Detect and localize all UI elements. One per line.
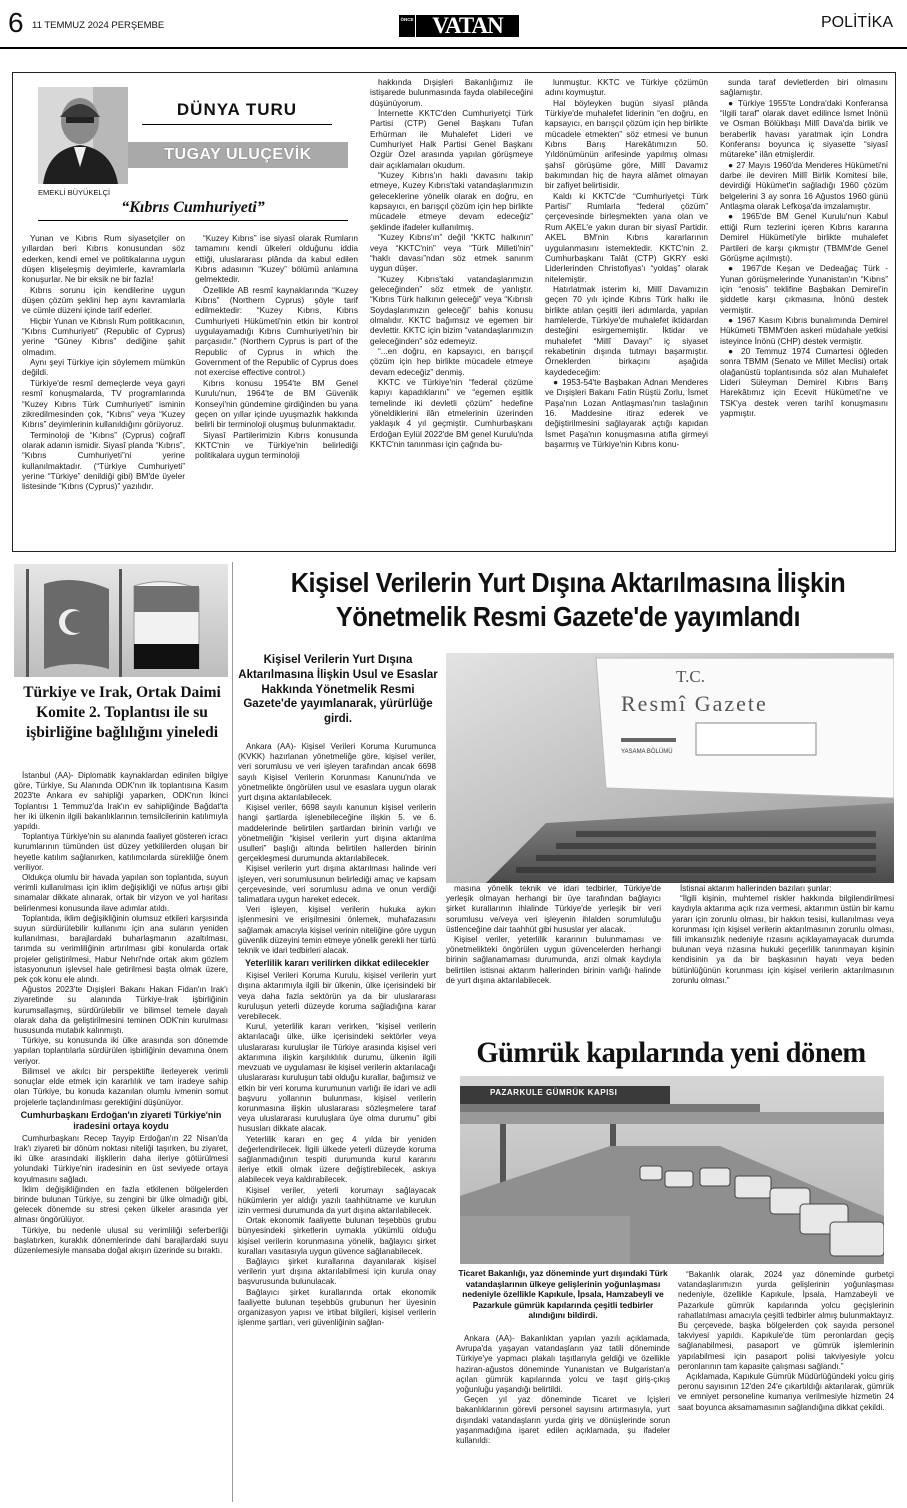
paragraph: Türkiye, bu nedenle ulusal su verimliliği seferberliği başlatırken, kuraklık dönemlerinde dahi barajlardaki suyu düzenlemesiyle mansaba doğal akışın üzerinde su bıraktı. — [14, 1225, 228, 1255]
page-number: 6 — [8, 7, 24, 38]
paragraph: Yunan ve Kıbrıs Rum siyasetçiler on yıllardan beri Kıbrıs konusundan söz ederken, kendi emel ve politikalarına uygun düşen klişeleşmiş deyimlerle, kavramlarla konuşurlar. Ne bir eksik ne bir fazla! — [22, 233, 185, 285]
paragraph: Hal böyleyken bugün siyasî plânda Türkiye'de muhalefet liderinin “en doğru, en kapsayıcı, en barışçıl çözüm için hep birlikte mücadele etmekten” söz etmesi ve bunun Kıbrıs Barış Harekâtımızın 50. Yıldönümünün arifesinde yapılmış olması şahsî görüşüme göre, Millî Davamız bakımından hiç de hayra alâmet olmayan bir zafiyet belirtisidir. — [545, 97, 708, 191]
paragraph: Kıbrıs konusu 1954'te BM Genel Kurulu'nun, 1964'te de BM Güvenlik Konseyi'nin gündemine girdiğinden bu yana geçen on yıllar içinde uyuşmazlık hakkında belirli bir terminoloji oluşmuş bulunmaktadır. — [195, 377, 358, 430]
column-title: “Kıbrıs Cumhuriyeti” — [121, 199, 265, 216]
main-story-col-right — [672, 884, 894, 1024]
author-name: TUGAY ULUÇEVİK — [164, 146, 312, 163]
customs-photo — [460, 1076, 884, 1264]
paragraph: Siyasî Partilerimizin Kıbrıs konusunda KKTC'nin ve Türkiye'nin belirlediği politikalara uygun terminoloji — [195, 429, 358, 461]
paragraph: Cumhurbaşkanı Recep Tayyip Erdoğan'ın 22 Nisan'da Irak'ı ziyareti bir dönüm noktası niteliği taşırken, bu ziyaret, iki ülke arasındaki ilişkilerin daha ileriye götürülmesi yolundaki Türkiye'nin iradesinin en üst seviyede ortaya koyulmasını sağladı. — [14, 1133, 228, 1184]
paragraph: hakkında Dışişleri Bakanlığımız ile istişarede bulunmasında fayda olabileceğini düşünüyorum. — [370, 77, 533, 108]
paragraph: Türkiye'de resmî demeçlerde veya gayri resmî konuşmalarda, TV programlarında “Kuzey Kıbrıs Türk Cumhuriyeti” isminin zikredilmesinden çok, “Kıbrıs” veya “Kuzey Kıbrıs” deyimlerinin kullanıldığını görüyoruz. — [22, 377, 185, 430]
paragraph: Terminoloji de “Kıbrıs” (Cyprus) coğrafî olarak adanın ismidir. Siyasî planda “Kıbrıs”, “Kıbrıs Cumhuriyeti”ni yerine kullanılmaktadır. (“Türkiye Cumhuriyeti” yerine “Türkiye” denildiği gibi) BM'de üyeler listesinde “Kıbrıs (Cyprus)” yazılıdır. — [22, 429, 185, 492]
section-title: POLİTİKA — [820, 14, 893, 31]
paragraph: Hatırlatmak isterim ki, Millî Davamızın geçen 70 yılı içinde Kıbrıs Türk halkı ile birlikte atılan çeşitli ileri adımlarda, yapılan hamlelerde, Türkiye'de muhalefet iktidardan desteğini esirgememiştir. İktidar ve muhalefet “Millî Davayı” iç siyaset rekabetinin dışında tutmayı başarmıştır. Örneklerden birkaçını aşağıda kaydedeceğim: — [545, 283, 708, 377]
paragraph: Açıklamada, Kapıkule Gümrük Müdürlüğündeki yolcu giriş peronu sayısının 12'den 24'e çıkartıldığı aktarılarak, gümrük ve emniyet personeline kumanya verilmesiyle hizmetin 24 saat boyunca aksamamasının sağlandığına dikkat çekildi. — [678, 1372, 894, 1412]
paragraph: Aynı şeyi Türkiye için söylemem mümkün değildi. — [22, 357, 185, 378]
paragraph: Ortak ekonomik faaliyette bulunan teşebbüs grubu bünyesindeki şirketlerin uymakla yükümlü olduğu kişisel verilerin korunmasına yönelik, bağlayıcı şirket kuralları vasıtasıyla uygun güvence sağlanabilecek. — [238, 1216, 436, 1256]
paragraph: ● 20 Temmuz 1974 Cumartesi öğleden sonra TBMM (Senato ve Millet Meclisi) ortak olağanüstü toplantısında söz alan Muhalefet Lideri Süleyman Demirel Kıbrıs Barış Harekâtımız için Ecevit Hükümeti'ne ve TSK'ya destek veren tarihî konuşmasını yapmıştır. — [720, 345, 888, 418]
laptop-photo — [446, 653, 894, 883]
column-text-5 — [720, 77, 888, 547]
customs-body-right — [678, 1270, 894, 1502]
paragraph: lunmuştur. KKTC ve Türkiye çözümün adını koymuştur. — [545, 77, 708, 98]
paragraph: Kişisel veriler, yeterli korumayı sağlayacak hükümlerin yer aldığı yazılı taahhütname ve kurulun izin vermesi durumunda da yurt dışına aktarılabilecek. — [238, 1185, 436, 1215]
paragraph: İstanbul (AA)- Diplomatik kaynaklardan edinilen bilgiye göre, Türkiye, Su Alanında ODK'nın ilk toplantısına Kasım 2023'te Ankara ev sahipliği yaparken, ODK'nın İkinci Toplantısı 1 Temmuz'da Irak'ın ev sahipliğinde Bağdat'ta her iki ülkenin ilgili bakanlıklarının temsilcilerinin katılımıyla yapıldı. — [14, 771, 228, 832]
paragraph: “...en doğru, en kapsayıcı, en barışçıl çözüm için hep birlikte mücadele etmeye devam edeceğiz” denmiş. — [370, 345, 533, 377]
paragraph: KKTC ve Türkiye'nin “federal çözüme kapıyı kapadıklarını” ve “egemen eşitlik temelinde iki devletli çözüm” hedefine yöneldiklerini ilân etmelerinin üzerinden yaklaşık 4 yıl geçmiştir. Cumhurbaşkanı Erdoğan Eylül 2022'de BM genel Kurulu'nda KKTC'nin tanınması için çağrıda bu- — [370, 376, 533, 450]
main-headline: Kişisel Verilerin Yurt Dışına Aktarılmasına İlişkin Yönetmelik Resmi Gazete'de yayımlandı — [290, 567, 846, 632]
paragraph: ● 1953-54'te Başbakan Adnan Menderes ve Dışişleri Bakanı Fatin Rüştü Zorlu, İsmet Paşa'nın Lozan Antlaşması'nın taslağının 16. Maddesine itiraz ederek ve değiştirilmesini sağlayarak açtığı kapıdan İsmet Paşa'nın konuşmasına atıfla girmeyi başarmış ve Türkiye'nin Kıbrıs konu- — [545, 376, 708, 450]
column-divider — [232, 562, 233, 1502]
paragraph: “Kuzey Kıbrıs” ise siyasî olarak Rumların tamamını kendi ülkeleri olduğunu iddia ettiği, uluslararası plânda da kabul edilen Kıbrıs adasının “Kuzey” bölümü anlamına gelmektedir. — [195, 233, 358, 285]
masthead-logo — [399, 15, 519, 37]
paragraph: ● Türkiye 1955'te Londra'daki Konferansa “ilgili taraf” olarak davet edilince İsmet İnönü ve Osman Bölükbaşı Millî Dava'da birlik ve beraberlik havası yaratmak için Londra Konferansı boyunca iç siyasette “siyasî mütareke” ilân etmişlerdir. — [720, 97, 888, 160]
title-rule — [38, 220, 348, 221]
paragraph: İnternette KKTC'den Cumhuriyetçi Türk Partisi (CTP) Genel Başkanı Tufan Erhürman ile Muhalefet Lideri ve Cumhuriyet Halk Partisi Genel Başkanı Özgür Özel arasında yapılan görüşmeye dair açıklamaları okudum. — [370, 108, 533, 170]
gazette-section: YASAMA BÖLÜMÜ — [621, 749, 673, 755]
paragraph: Kişisel verilerin yurt dışına aktarılması halinde veri işleyen, veri sorumlusunun belirlediği amaç ve kapsam çerçevesinde, veri sorumlusu adına ve onun verdiği talimatlara uygun hareket edecek. — [238, 864, 436, 905]
paragraph: masına yönelik teknik ve idari tedbirler, Türkiye'de yerleşik olmayan herhangi bir üye tarafından bağlayıcı şirket kurallarının ihlalinde Türkiye'de yerleşik bir veri sorumlusu ve/veya veri işleyenin ihlalden sorumluluğu üstlenceğine dair taahhüt gibi hususlar yer alacak. — [446, 884, 661, 934]
paragraph: Toplantıda, iklim değişikliğinin olumsuz etkileri karşısında suyun sürdürülebilir kullanımı için ana suların yeniden kullanılması, barajlardaki buharlaşmanın azaltılması, tarımda su verimliliğinin artırılması gibi konularda ortak projeler geliştirilmesi, Habur Nehri'nde ortak akım gözlem istasyonunun işlevsel hale getirilmesi başta olmak üzere, pek çok konu ele alındı. — [14, 913, 228, 985]
left-headline: Türkiye ve Irak, Ortak Daimi Komite 2. Toplantısı ile su işbirliğine bağlılığını yineledi — [23, 684, 221, 741]
paragraph: Kişisel Verileri Koruma Kurulu, kişisel verilerin yurt dışına aktarımıyla ilgili bir ülkenin, ülke içerisindeki bir veya daha fazla sektörün ya da bir uluslararası kuruluşun yeterli düzeyde koruma sağladığına karar verebilecek. — [238, 971, 436, 1022]
paragraph: Geçen yıl yaz döneminde Ticaret ve İçişleri bakanlıklarının görevli personel sayısını artırmasıyla, yurt dışındaki vatandaşların yurda giriş ve dönüşlerinde sorun yaşanmadığına işaret edilen açıklamada, şu ifadeler kullanıldı: — [456, 1395, 670, 1446]
paragraph: Özellikle AB resmî kaynaklarında “Kuzey Kıbrıs” (Northern Cyprus) şöyle tarif edilmektedir: “Kuzey Kıbrıs, Kıbrıs Cumhuriyeti Hükümeti'nin etkin bir kontrol uygulayamadığı Kıbrıs Cumhuriyeti'nin bir parçasıdır.” (Northern Cyprus is part of the Republic of Cyprus in which the Government of the Republic of Cyprus does not exercise effective control.) — [195, 284, 358, 378]
paragraph: Toplantıya Türkiye'nin su alanında faaliyet gösteren icracı kurumlarının tümünden üst düzey yetkililerden oluşan bir heyetle katılım sağlanırken, katılımcılarda süreklilğe önem veriliyor. — [14, 832, 228, 872]
column-text-3 — [370, 77, 533, 547]
paragraph: “Kuzey Kıbrıs'taki vatandaşlarımızın geleceğinden” söz etmek de yanlıştır. “Kıbrıs Türk halkının geleceği” veya “Kıbrıslı Soydaşlarımızın geleceği” bahis konusu olmalıdır. KKTC bağımsız ve egemen bir devlettir. KKTC için bizim “vatandaşlarımızın geleceğinden” söz edemeyiz. — [370, 273, 533, 346]
paragraph: İstisnai aktarım hallerinden bazıları şunlar: — [680, 884, 832, 893]
customs-body — [456, 1334, 670, 1502]
issue-date: 11 TEMMUZ 2024 PERŞEMBE — [32, 20, 165, 31]
series-rule — [142, 124, 332, 125]
paragraph: Bağlayıcı şirket kurallarına dayanılarak kişisel verilerin yurt dışına aktarılabilmesi için kurula onay başvurusunda bulunulacak. — [238, 1256, 436, 1287]
paragraph: Kıbrıs sorunu için kendilerine uygun düşen çözüm şeklini hep aynı kavramlarla ve cümle düzeni içinde tarif ederler. — [22, 284, 185, 316]
left-story-body — [14, 771, 228, 1501]
paragraph: “Kuzey Kıbrıs'ın” değil “KKTC halkının” veya “KKTC'nin” veya “Türk Milleti'nin” “haklı davası”ndan söz etmek sanırım uygun düşer. — [370, 232, 533, 274]
paragraph: ● 1967'de Keşan ve Dedeağaç Türk -Yunan görüşmelerinde Yunanistan'ın “Kıbrıs” için “enosis” teklifine Başbakan Demirel'in şiddetle karşı çıkmasına, İnönü destek vermiştir. — [720, 263, 888, 315]
paragraph: ● 1967 Kasım Kıbrıs bunalımında Demirel Hükümeti TBMM'den askeri müdahale yetkisi isteyince İnönü (CHP) destek vermiştir. — [720, 314, 888, 346]
column-text-1 — [22, 233, 185, 547]
paragraph: Bağlayıcı şirket kurallarında ortak ekonomik faaliyette bulunan teşebbüs grubunun her üyesinin organizasyon yapısı ve irtibat bilgileri, kişisel verilerin işlenme şartları, veri güvenliğinin sağlan- — [238, 1287, 436, 1328]
paragraph: sunda taraf devletlerden biri olmasını sağlamıştır. — [720, 77, 888, 98]
logo-text: VATAN — [416, 15, 519, 37]
paragraph: “Bakanlık olarak, 2024 yaz döneminde gurbetçi vatandaşlarımızın yurda gelişlerinin yoğunlaşması nedeniyle, özellikle Kapıkule, İpsala, Hamzabeyli ve Pazarkule gümrük kapılarında yolcu geçişlerinin rahatlatılması amacıyla çeşitli tedbirler almış bulunmaktayız. Bu çerçevede, başka bölgelerden çok sayıda personel takviyesi yapıldı. Kapıkule'de tüm peronlardan geçiş sağlanabilmesi, pasaport ve gümrük işlemlerinin yapılabilmesi için pasaport polisi takviyesiyle yolcu peronlarının tam kapasite çalışması sağlandı.” — [678, 1270, 894, 1371]
customs-headline: Gümrük kapılarında yeni dönem — [476, 1036, 866, 1069]
column-text-4 — [545, 77, 708, 547]
author-role: EMEKLİ BÜYÜKELÇİ — [38, 188, 111, 197]
main-story-body — [238, 742, 436, 1502]
paragraph: İklim değişikliğinden en fazla etkilenen bölgelerden birinde bulunan Türkiye, su zengini bir ülke olmadığı gibi, gelecek dönemde su stresi çeken ülkeler arasında yer alması öngörülüyor. — [14, 1184, 228, 1225]
paragraph: Oldukça olumlu bir havada yapılan son toplantıda, suyun verimli kullanılması için iklim değişikliği ve nüfus artışı gibi sınamalar dikkate alınarak, ortak bir vizyon ve yol haritası belirlenmesi konusunda ilave adımlar atıldı. — [14, 873, 228, 913]
customs-gate-sign: PAZARKULE GÜMRÜK KAPISI — [490, 1088, 618, 1097]
header-rule — [0, 47, 907, 49]
flags-photo — [14, 564, 228, 677]
author-name-bar — [128, 142, 348, 168]
paragraph: Kişisel veriler, 6698 sayılı kanunun kişisel verilerin hangi şartlarda işlenebileceğine ilişkin 5. ve 6. maddelerinde belirtilen şartlardan birinin varlığı ve yönetmeliğin “kişisel verilerin yurt dışına aktarılma usulleri” başlığı altında belirtilen hallerden birinin gerçekleşmesi durumunda aktarılabilecek. — [238, 803, 436, 864]
paragraph: ● 27 Mayıs 1960'da Menderes Hükümeti'ni darbe ile deviren Millî Birlik Komitesi bile, devirdiği Hükümet'in sağladığı 1960 çözüm belgelerini 3 ay sonra 16 Ağustos 1960 günü Antlaşma olarak Lefkoşa'da imzalamıştır. — [720, 159, 888, 212]
paragraph: Kaldı ki KKTC'de “Cumhuriyetçi Türk Partisi” Rumlarla “federal çözüm” çerçevesinde birleşmekten yana olan ve Rum AKEL'e yakın duran bir siyasî Partidir. AKEL BM'nin Kıbrıs kararlarının uygulanmasını istemektedir. KKTC'nin 2. Cumhurbaşkanı Talât (CTP) GKRY eski Liderlerinden Christofiyas'ı “yoldaş” olarak nitelemiştir. — [545, 190, 708, 284]
gazette-title: Resmî Gazete — [621, 691, 768, 716]
paragraph: Kişisel veriler, yeterlilik kararının bulunmaması ve yönetmelikteki öngörülen uygun güvencelerden herhangi birinin sağlanamaması durumunda, arızi olmak kaydıyla belirtilen istisnai aktarım hallerinden birinin varlığı halinde de yurt dışına aktarılabilecek. — [446, 935, 661, 985]
logo-badge: ÖNCE — [399, 15, 415, 37]
left-subhead: Cumhurbaşkanı Erdoğan'ın ziyareti Türkiye'nin iradesini ortaya koydu — [20, 1109, 222, 1131]
main-deck: Kişisel Verilerin Yurt Dışına Aktarılmasına İlişkin Usul ve Esaslar Hakkında Yönetmelik Resmi Gazete'de yayımlanarak, yürürlüğe girdi. — [238, 654, 438, 726]
main-subhead: Yeterlilik kararı verilirken dikkat edilecekler — [244, 958, 430, 969]
paragraph: Türkiye, su konusunda iki ülke arasında son dönemde yapılan toplantılarla sürdürülen işbirliğinin devamına önem veriyor. — [14, 1036, 228, 1066]
paragraph: ● 1965'de BM Genel Kurulu'nun Kabul ettiği Rum tezlerini içeren Kıbrıs kararına Demirel Hükümeti'yle birlikte muhalefet Partileri de karşı çıkmıştır (TBMM'de Genel Görüşme açılmıştı). — [720, 211, 888, 263]
paragraph: “İlgili kişinin, muhtemel riskler hakkında bilgilendirilmesi kaydıyla aktarıma açık rıza vermesi, aktarımın üstün bir kamu yararı için zorunlu olması, bir hakkın tesisi, kullanılması veya korunması için kişisel verilerin aktarılmasının zorunlu olması, fiili imkansızlık nedeniyle rızasını açıklayamayacak durumda bulunan veya rızasına hukuki geçerlilik tanınmayan kişinin kendisinin ya da bir başkasının hayatı veya beden bütünlüğünün korunması için kişisel verilerin aktarılmasının zorunlu olması.” — [672, 894, 894, 985]
paragraph: Bilimsel ve akılcı bir perspektifte ilerleyerek verimli sonuçlar elde etmek için kararlılık ve tam iradeye sahip olan Türkiye, bu konuda kazanılan olumlu ivmenin somut projelerle taçlandırılması gerektiğini düşünüyor. — [14, 1066, 228, 1107]
paragraph: Ağustos 2023'te Dışişleri Bakanı Hakan Fidan'ın Irak'ı ziyaretinde su alanında Türkiye-Irak işbirliğinin kurumsallaşmış, sürdürülebilir ve bilimsel temele dayalı olarak daha da geliştirilmesini teminen ODK'nin kurulması hususunda mutabık kalınmıştı. — [14, 985, 228, 1036]
paragraph: “Kuzey Kıbrıs'ın haklı davasını takip etmeye, Kuzey Kıbrıs'taki vatandaşlarımızın geleceklerine yönelik olarak en doğru, en kapsayıcı, en barışçıl çözüm için hep birlikte mücadele etmeye devam edeceğiz” şeklinde ifadeler kullanılmış. — [370, 170, 533, 232]
column-text-2 — [195, 233, 358, 547]
gazette-tc: T.C. — [676, 667, 705, 686]
main-story-col-mid — [446, 884, 661, 1024]
paragraph: Ankara (AA)- Kişisel Verileri Koruma Kurumunca (KVKK) hazırlanan yönetmeliğe göre, kişisel veriler, veri sorumlusu ve veri işleyen tarafından ancak 6698 sayılı Kişisel Verilerin Korunması Kanunu'nda ve yönetmelikte öngörülen usul ve esaslara uygun olarak yurt dışına aktarılabilecek. — [238, 742, 436, 803]
author-photo — [38, 87, 128, 184]
customs-deck: Ticaret Bakanlığı, yaz döneminde yurt dışındaki Türk vatandaşlarının ülkeye gelişlerinin yoğunlaşması nedeniyle özellikle Kapıkule, İpsala, Hamzabeyli ve Pazarkule gümrük kapılarında çeşitli tedbirler alındığını bildirdi. — [458, 1268, 668, 1320]
paragraph: Hiçbir Yunan ve Kıbrıslı Rum politikacının, “Kıbrıs Cumhuriyeti” (Republic of Cyprus) yerine “Güney Kıbrıs” dediğine şahit olmadım. — [22, 315, 185, 357]
paragraph: Veri işleyen, kişisel verilerin hukuka aykırı işlenmesini ve erişilmesini önlemek, muhafazasını sağlamak amacıyla kişisel verinin niteliğine göre uygun güvenlik düzeyini temin etmeye yönelik gerekli her türlü teknik ve idari tedbirleri alacak. — [238, 905, 436, 956]
paragraph: Yeterlilik kararı en geç 4 yılda bir yeniden değerlendirilecek. İlgili ülkede yeterli düzeyde koruma sağlanmadığının tespiti durumunda kurul kararını ileriye etkili olmak üzere değiştirebilecek, askıya alabilecek veya kaldırabilecek. — [238, 1134, 436, 1185]
paragraph: Kurul, yeterlilik kararı verirken, “kişisel verilerin aktarılacağı ülke, ülke içerisindeki sektörler veya uluslararası kuruluşlar ile Türkiye arasında kişisel veri aktarımına ilişkin karşılıklılık durumu, ülkenin ilgili mevzuatı ve uygulaması ile kişisel verilerin aktarılacağı uluslararası kuruluşun tabi olduğu kurallar, bağımsız ve etkin bir veri koruma kurumunun varlığı ile idari ve adli başvuru yollarının bulunması, kişisel verilerin korunmasına ilişkin uluslararası sözleşmelere taraf veya uluslararası kuruluşlara üye olma durumu” gibi hususları dikkate alacak. — [238, 1022, 436, 1134]
paragraph: Ankara (AA)- Bakanlıktan yapılan yazılı açıklamada, Avrupa'da yaşayan vatandaşların yaz tatili döneminde Türkiye'ye yapmacı plakalı taşıtlarıyla geldiği ve özellikle haziran-ağustos döneminde Yunanistan ve Bulgaristan'a açılan gümrük kapılarında yolcu ve taşıt giriş-çıkış yoğunluğu yaşandığı belirtildi. — [456, 1334, 670, 1395]
column-series: DÜNYA TURU — [176, 100, 298, 119]
